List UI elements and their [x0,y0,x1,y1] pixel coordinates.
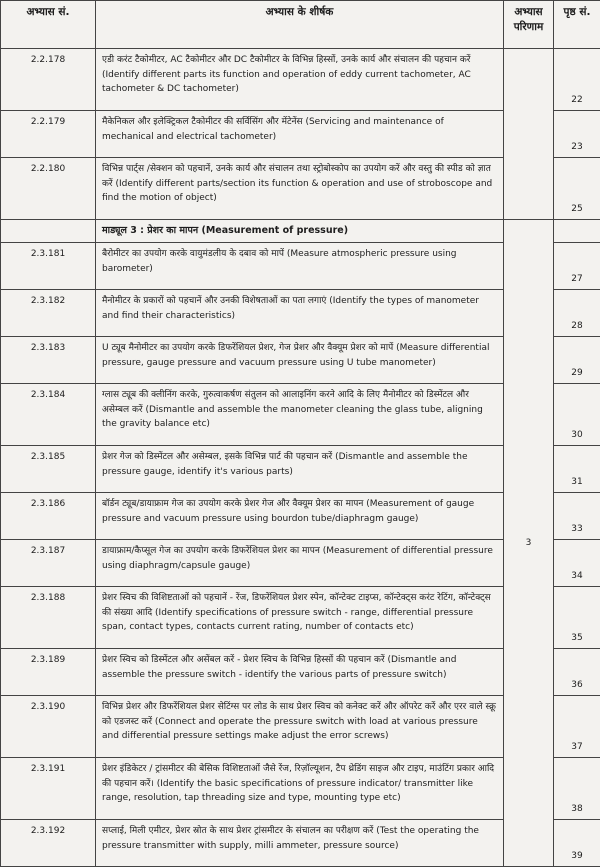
exercise-number: 2.3.185 [1,446,96,493]
exercise-title: सप्लाई, मिली एमीटर, प्रेशर स्रोत के साथ प्रेशर ट्रांसमीटर के संचालन का परीक्षण करें (Test the operating the pressure transmitter with supply, milli ammeter, pressure source) [96,820,504,867]
exercise-number: 2.3.191 [1,758,96,820]
page-number: 33 [554,493,600,540]
page-number: 29 [554,337,600,384]
header-page: पृष्ठ सं. [554,1,600,49]
exercise-title: एडी करंट टैकोमीटर, AC टैकोमीटर और DC टैकोमीटर के विभिन्न हिस्सों, उनके कार्य और संचालन की पहचान करें (Identify different parts its function and operation of eddy current tachometer, AC tachometer & DC tachometer) [96,49,504,111]
page-number: 23 [554,111,600,158]
exercise-number: 2.3.187 [1,540,96,587]
page-number: 25 [554,158,600,220]
header-outcome: अभ्यास परिणाम [504,1,554,49]
header-title: अभ्यास के शीर्षक [96,1,504,49]
exercise-number: 2.2.179 [1,111,96,158]
page-number: 28 [554,290,600,337]
table-row [1,49,600,111]
exercise-title: प्रेशर इंडिकेटर / ट्रांसमीटर की बेसिक विशिष्टताओं जैसे रेंज, रिज़ॉल्यूशन, टैप थ्रेडिंग साइज और टाइप, माउंटिंग प्रकार आदि की पहचान करें। (Identify the basic specifications of pressure indicator/ transmitter like range, resolution, tap threading size and type, mounting type etc) [96,758,504,820]
exercise-number: 2.3.188 [1,587,96,649]
outcome-value: 3 [504,220,554,867]
exercise-number: 2.3.190 [1,696,96,758]
exercise-number: 2.3.183 [1,337,96,384]
exercise-title: प्रेशर स्विच को डिस्मेंटल और असेंबल करें - प्रेशर स्विच के विभिन्न हिस्सों की पहचान करें (Dismantle and assemble the pressure switch - identify the various parts of pressure switch) [96,649,504,696]
exercise-number: 2.2.180 [1,158,96,220]
exercise-title: विभिन्न पार्ट्स /सेक्शन को पहचानें, उनके कार्य और संचालन तथा स्ट्रोबोस्कोप का उपयोग करें और वस्तु की स्पीड को ज्ञात करें (Identify different parts/section its function & operation and use of stroboscope and find the motion of object) [96,158,504,220]
page-number: 31 [554,446,600,493]
exercise-number: 2.3.182 [1,290,96,337]
header-number: अभ्यास सं. [1,1,96,49]
exercise-number: 2.2.178 [1,49,96,111]
outcome-cell [504,49,554,220]
page-number: 30 [554,384,600,446]
exercise-title: प्रेशर स्विच की विशिष्टताओं को पहचानें - रेंज, डिफरेंशियल प्रेशर स्पेन, कॉन्टेक्ट टाइप्स, कॉन्टेक्ट्स करंट रेटिंग, कॉन्टेक्ट्स की संख्या आदि (Identify specifications of pressure switch - range, differential pressure span, contact types, contacts current rating, number of contacts etc) [96,587,504,649]
module-title [96,220,504,243]
page-number: 34 [554,540,600,587]
exercise-number: 2.3.192 [1,820,96,867]
exercise-title: ग्लास ट्यूब की क्लीनिंग करके, गुरुत्वाकर्षण संतुलन को आलाइनिंग करने आदि के लिए मैनोमीटर को डिस्मेंटल और असेम्बल करें (Dismantle and assemble the manometer cleaning the glass tube, aligning the gravity balance etc) [96,384,504,446]
exercise-title: डायाफ्राम/कैप्सूल गेज का उपयोग करके डिफरेंशियल प्रेशर का मापन (Measurement of differential pressure using diaphragm/capsule gauge) [96,540,504,587]
module-row [1,220,600,243]
header-row [1,1,600,49]
exercise-title: बैरोमीटर का उपयोग करके वायुमंडलीय के दबाव को मापें (Measure atmospheric pressure using barometer) [96,243,504,290]
exercise-number: 2.3.189 [1,649,96,696]
page-number: 27 [554,243,600,290]
exercise-number: 2.3.186 [1,493,96,540]
exercise-title: मैकेनिकल और इलेक्ट्रिकल टैकोमीटर की सर्विसिंग और मेंटेनेंस (Servicing and maintenance of mechanical and electrical tachometer) [96,111,504,158]
exercise-number: 2.3.181 [1,243,96,290]
page-number: 35 [554,587,600,649]
page-number: 38 [554,758,600,820]
exercise-title: प्रेशर गेज को डिस्मेंटल और असेम्बल, इसके विभिन्न पार्ट की पहचान करें (Dismantle and assemble the pressure gauge, identify it's various parts) [96,446,504,493]
page-number: 22 [554,49,600,111]
page-number: 37 [554,696,600,758]
module-page-cell [554,220,600,243]
exercise-title: बॉर्डन ट्यूब/डायाफ्राम गेज का उपयोग करके प्रेशर गेज और वैक्यूम प्रेशर का मापन (Measurement of gauge pressure and vacuum pressure using bourdon tube/diaphragm gauge) [96,493,504,540]
exercise-number: 2.3.184 [1,384,96,446]
exercise-title: विभिन्न प्रेशर और डिफरेंशियल प्रेशर सेटिंग्स पर लोड के साथ प्रेशर स्विच को कनेक्ट करें और ऑपरेट करें और एरर वाले स्क्रू को एडजस्ट करें (Connect and operate the pressure switch with load at various pressure and differential pressure settings make adjust the error screws) [96,696,504,758]
page-number: 36 [554,649,600,696]
module-title-text: माड्यूल 3 : प्रेशर का मापन (Measurement of pressure) [102,225,348,236]
exercise-title: मैनोमीटर के प्रकारों को पहचानें और उनकी विशेषताओं का पता लगाएं (Identify the types of manometer and find their characteristics) [96,290,504,337]
page-number: 39 [554,820,600,867]
module-number-cell [1,220,96,243]
exercise-title: U ट्यूब मैनोमीटर का उपयोग करके डिफरेंशियल प्रेशर, गेज प्रेशर और वैक्यूम प्रेशर को मापें (Measure differential pressure, gauge pressure and vacuum pressure using U tube manometer) [96,337,504,384]
